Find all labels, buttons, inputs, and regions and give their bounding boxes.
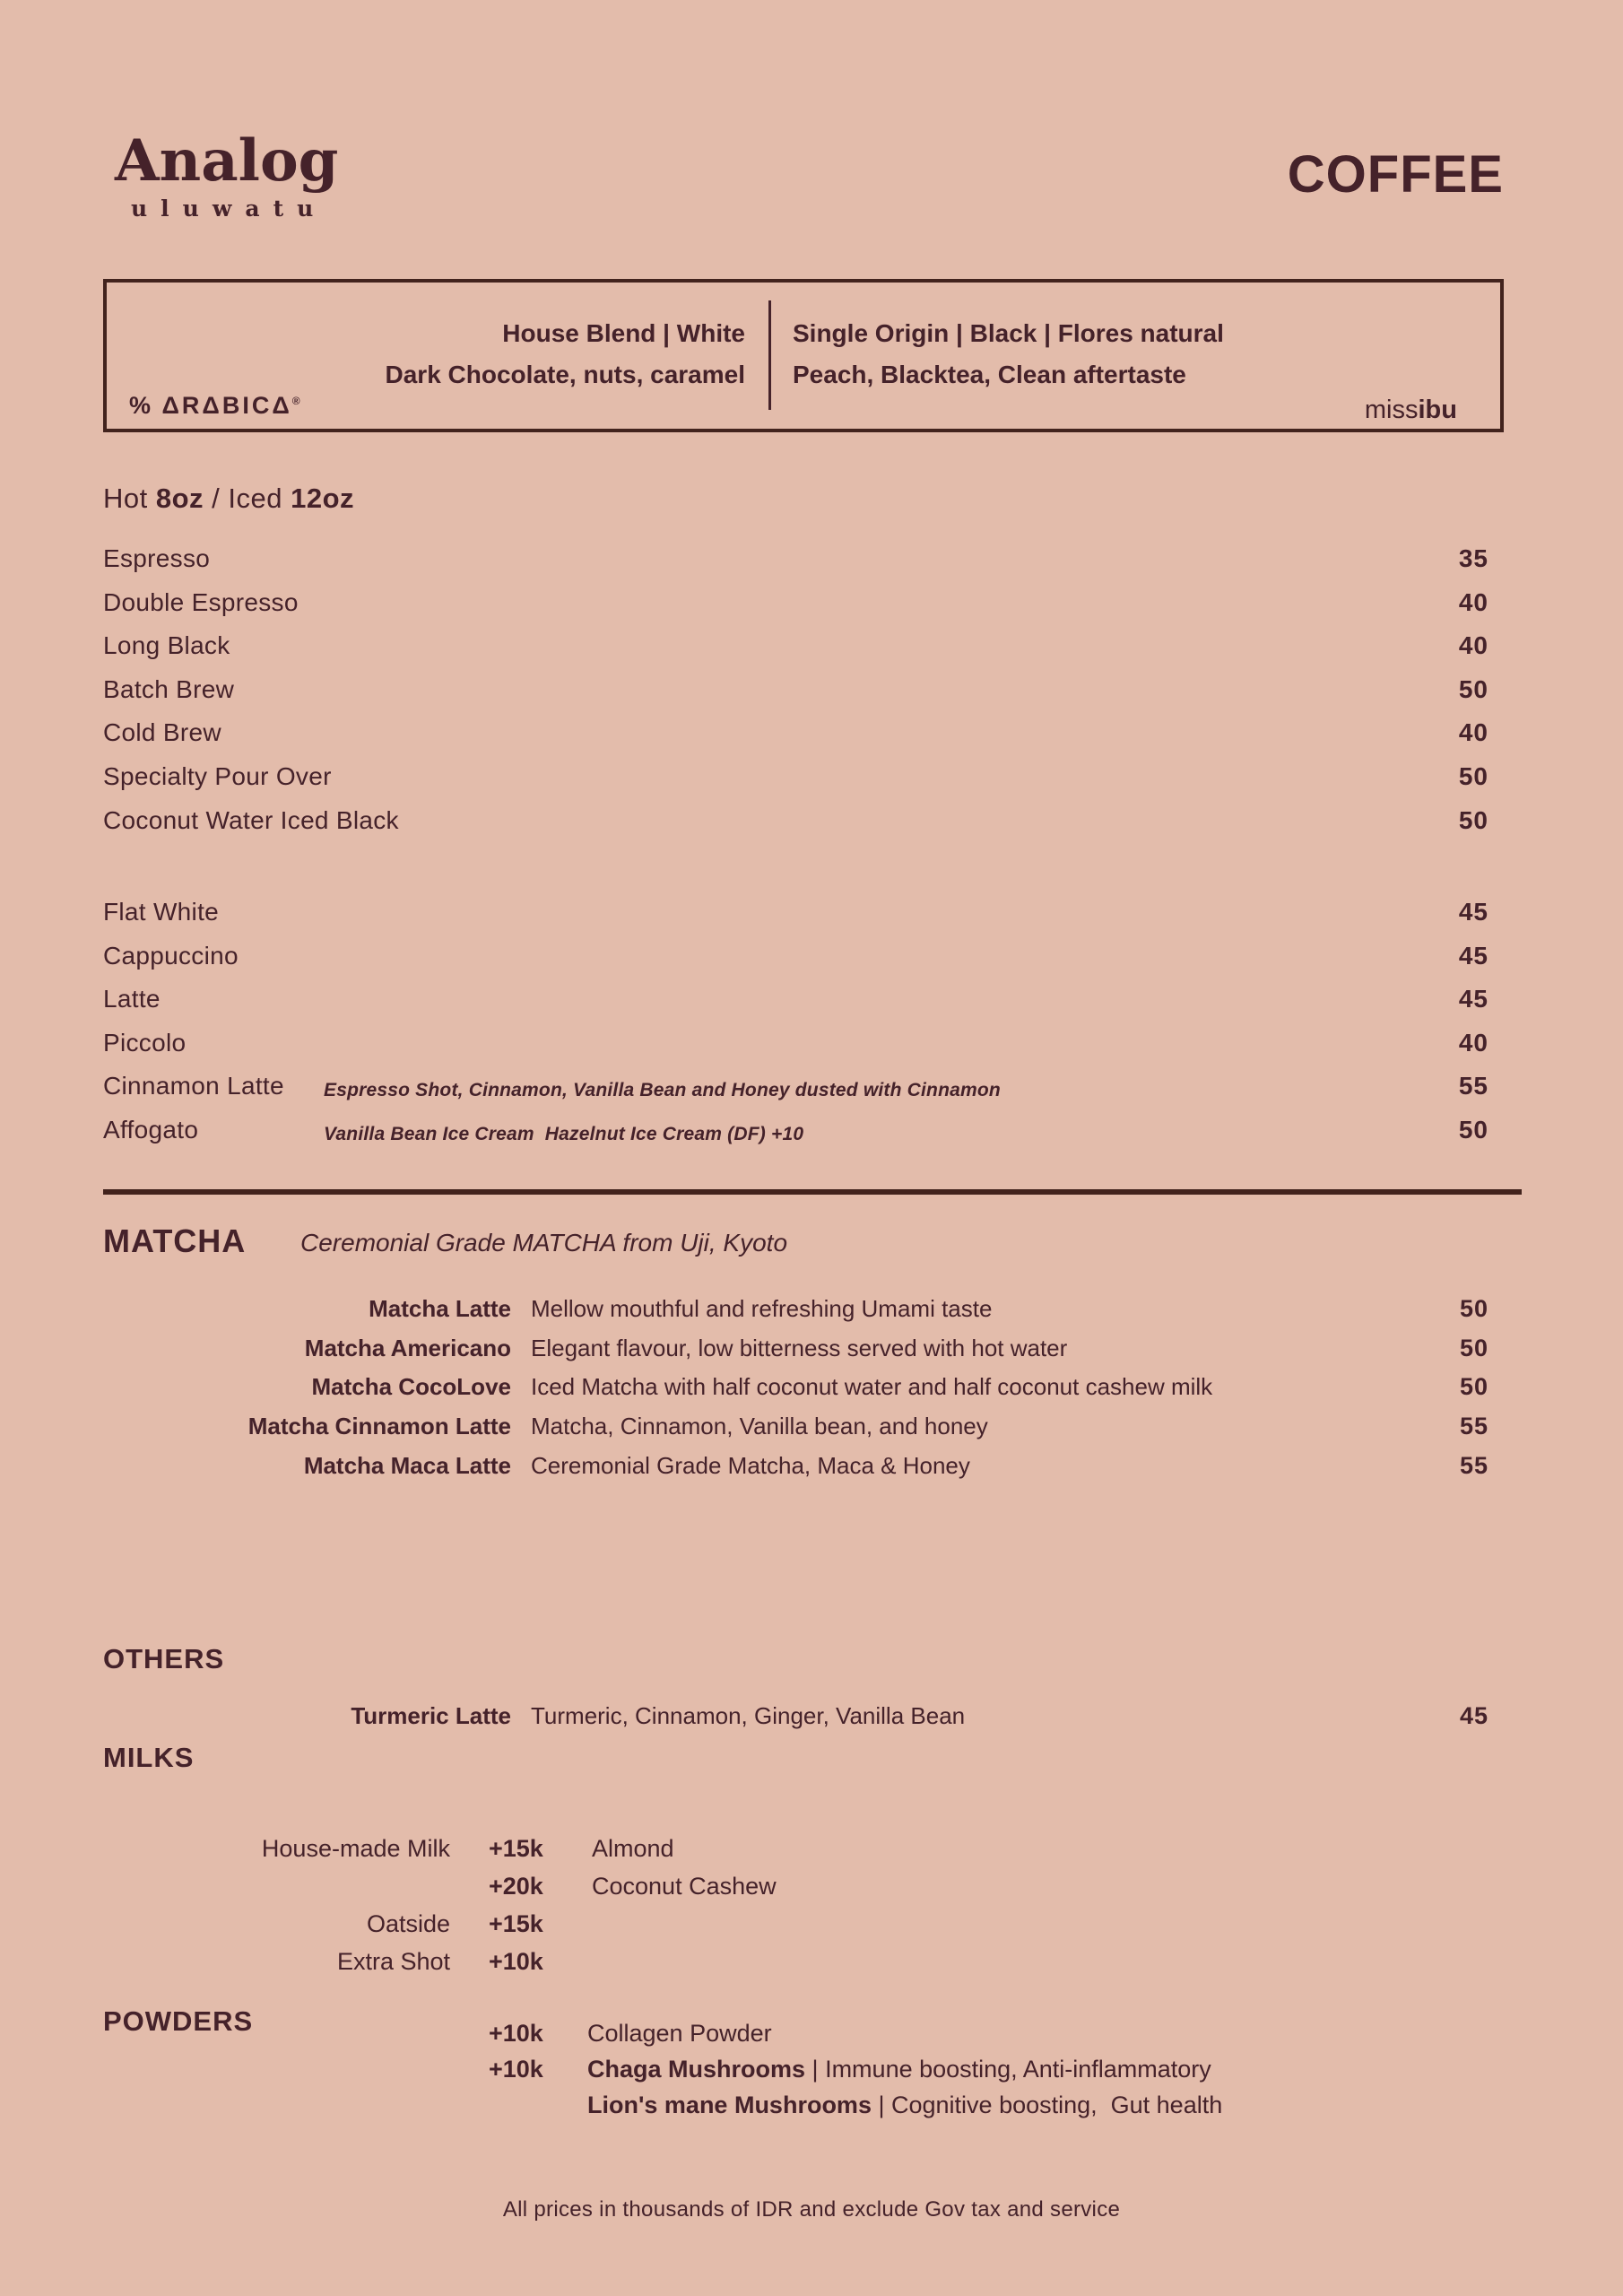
item-price: 45 bbox=[1458, 941, 1488, 970]
addon-description: Cognitive boosting, Gut health bbox=[891, 2092, 1223, 2118]
addon-label: House-made Milk bbox=[261, 1835, 450, 1862]
item-price: 45 bbox=[1458, 898, 1488, 926]
menu-row bbox=[103, 1117, 1488, 1161]
item-name: Espresso bbox=[103, 544, 211, 572]
matcha-heading: MATCHA bbox=[103, 1222, 247, 1259]
milks-heading: MILKS bbox=[103, 1742, 195, 1773]
item-price: 45 bbox=[1458, 985, 1488, 1013]
item-price: 50 bbox=[1458, 674, 1488, 703]
matcha-subtitle: Ceremonial Grade MATCHA from Uji, Kyoto bbox=[300, 1229, 788, 1257]
menu-row bbox=[103, 719, 1488, 763]
item-name: Matcha CocoLove bbox=[311, 1373, 511, 1401]
addon-price: +10k bbox=[489, 2020, 543, 2047]
powders-list bbox=[489, 2020, 1222, 2127]
item-description: Ceremonial Grade Matcha, Maca & Honey bbox=[531, 1451, 970, 1479]
item-description: Vanilla Bean Ice Cream Hazelnut Ice Cream (DF) +10 bbox=[324, 1123, 804, 1144]
section-divider bbox=[103, 1189, 1522, 1195]
menu-row bbox=[103, 763, 1488, 807]
menu-row bbox=[489, 2056, 1222, 2092]
item-name: Cappuccino bbox=[103, 941, 239, 970]
menu-row bbox=[103, 899, 1488, 943]
item-name: Matcha Maca Latte bbox=[303, 1451, 511, 1479]
item-price: 40 bbox=[1458, 1028, 1488, 1057]
addon-text bbox=[587, 2020, 772, 2047]
menu-row bbox=[103, 807, 1488, 851]
item-name: Turmeric Latte bbox=[351, 1702, 511, 1729]
item-price: 55 bbox=[1459, 1413, 1488, 1440]
addon-text bbox=[587, 2092, 1222, 2118]
menu-row bbox=[103, 1702, 1488, 1742]
addon-description: Collagen Powder bbox=[587, 2020, 772, 2047]
addon-price: +15k bbox=[489, 1910, 543, 1937]
single-origin-title: Single Origin | Black | Flores natural bbox=[793, 319, 1224, 347]
brand-location: uluwatu bbox=[131, 196, 327, 222]
item-price: 50 bbox=[1458, 805, 1488, 834]
addon-name: Lion's mane Mushrooms bbox=[587, 2092, 872, 2118]
item-price: 50 bbox=[1458, 1115, 1488, 1144]
missibu-logo: missibu bbox=[1364, 396, 1457, 424]
single-origin-notes: Peach, Blacktea, Clean aftertaste bbox=[793, 361, 1186, 388]
menu-row bbox=[103, 676, 1488, 720]
item-name: Cinnamon Latte bbox=[103, 1072, 284, 1100]
item-description: Iced Matcha with half coconut water and half coconut cashew milk bbox=[531, 1373, 1213, 1401]
menu-row bbox=[103, 1373, 1488, 1413]
menu-row bbox=[103, 589, 1488, 633]
item-name: Long Black bbox=[103, 631, 230, 660]
registered-mark: ® bbox=[291, 395, 303, 407]
house-blend-title: House Blend | White bbox=[502, 319, 745, 347]
addon-label: Oatside bbox=[366, 1910, 450, 1937]
item-price: 50 bbox=[1458, 761, 1488, 790]
item-price: 50 bbox=[1459, 1334, 1488, 1361]
addon-separator: | bbox=[871, 2092, 891, 2118]
item-name: Latte bbox=[103, 985, 161, 1013]
menu-row bbox=[103, 632, 1488, 676]
brand-name: Analog bbox=[115, 127, 339, 195]
info-box-divider bbox=[768, 300, 771, 410]
menu-row bbox=[103, 943, 1488, 987]
page-title: COFFEE bbox=[1287, 145, 1504, 204]
item-name: Piccolo bbox=[103, 1028, 187, 1057]
addon-price: +15k bbox=[489, 1835, 543, 1862]
cup-sizes-line: Hot 8oz / Iced 12oz bbox=[103, 483, 355, 514]
menu-row bbox=[103, 986, 1488, 1030]
item-name: Specialty Pour Over bbox=[103, 761, 332, 790]
item-description: Espresso Shot, Cinnamon, Vanilla Bean and Honey dusted with Cinnamon bbox=[324, 1080, 1001, 1101]
menu-row bbox=[103, 1295, 1488, 1335]
item-name: Coconut Water Iced Black bbox=[103, 805, 399, 834]
menu-row bbox=[103, 1030, 1488, 1074]
item-description: Matcha, Cinnamon, Vanilla bean, and honey bbox=[531, 1413, 988, 1440]
item-name: Matcha Americano bbox=[304, 1334, 511, 1361]
item-description: Elegant flavour, low bitterness served with hot water bbox=[531, 1334, 1068, 1361]
menu-row bbox=[489, 2020, 1222, 2056]
item-price: 55 bbox=[1459, 1451, 1488, 1479]
addon-label: Extra Shot bbox=[336, 1948, 450, 1975]
others-list bbox=[103, 1702, 1488, 1742]
item-price: 55 bbox=[1458, 1072, 1488, 1100]
item-name: Cold Brew bbox=[103, 718, 221, 747]
menu-row bbox=[103, 545, 1488, 589]
coffee-list-black bbox=[103, 545, 1488, 850]
item-price: 50 bbox=[1459, 1295, 1488, 1322]
menu-row bbox=[103, 1835, 777, 1873]
addon-price: +10k bbox=[489, 2056, 543, 2083]
brand-logo bbox=[115, 127, 339, 222]
item-name: Flat White bbox=[103, 898, 220, 926]
footer-note: All prices in thousands of IDR and exclude Gov tax and service bbox=[502, 2197, 1121, 2222]
item-description: Turmeric, Cinnamon, Ginger, Vanilla Bean bbox=[531, 1702, 966, 1729]
addon-price: +20k bbox=[489, 1873, 543, 1900]
powders-heading: POWDERS bbox=[103, 2005, 254, 2037]
beans-info-box bbox=[103, 279, 1504, 432]
item-name: Double Espresso bbox=[103, 587, 299, 616]
item-price: 45 bbox=[1459, 1702, 1488, 1729]
item-price: 40 bbox=[1458, 587, 1488, 616]
addon-name: Chaga Mushrooms bbox=[587, 2056, 806, 2083]
menu-row bbox=[103, 1948, 777, 1986]
item-description: Mellow mouthful and refreshing Umami taste bbox=[531, 1295, 993, 1322]
menu-row bbox=[103, 1452, 1488, 1492]
menu-row bbox=[103, 1910, 777, 1948]
addon-description: Coconut Cashew bbox=[592, 1873, 777, 1900]
item-name: Affogato bbox=[103, 1115, 199, 1144]
item-price: 40 bbox=[1458, 631, 1488, 660]
milks-list bbox=[103, 1835, 777, 1986]
addon-text bbox=[587, 2056, 1211, 2083]
item-name: Matcha Cinnamon Latte bbox=[247, 1413, 511, 1440]
addon-price: +10k bbox=[489, 1948, 543, 1975]
item-name: Matcha Latte bbox=[369, 1295, 511, 1322]
menu-row bbox=[103, 1413, 1488, 1452]
others-heading: OTHERS bbox=[103, 1643, 225, 1674]
item-price: 40 bbox=[1458, 718, 1488, 747]
addon-description: Almond bbox=[592, 1835, 674, 1862]
menu-row bbox=[489, 2092, 1222, 2127]
arabica-roaster-logo: % ΔRΔBICΔ® bbox=[129, 392, 303, 419]
menu-row bbox=[103, 1335, 1488, 1374]
item-price: 35 bbox=[1458, 544, 1488, 572]
matcha-list bbox=[103, 1295, 1488, 1491]
menu-row bbox=[103, 1873, 777, 1910]
addon-separator: | bbox=[805, 2056, 826, 2083]
item-name: Batch Brew bbox=[103, 674, 235, 703]
addon-description: Immune boosting, Anti-inflammatory bbox=[825, 2056, 1211, 2083]
house-blend-notes: Dark Chocolate, nuts, caramel bbox=[385, 361, 745, 388]
coffee-list-white bbox=[103, 899, 1488, 1161]
item-price: 50 bbox=[1459, 1373, 1488, 1401]
menu-row bbox=[103, 1073, 1488, 1117]
